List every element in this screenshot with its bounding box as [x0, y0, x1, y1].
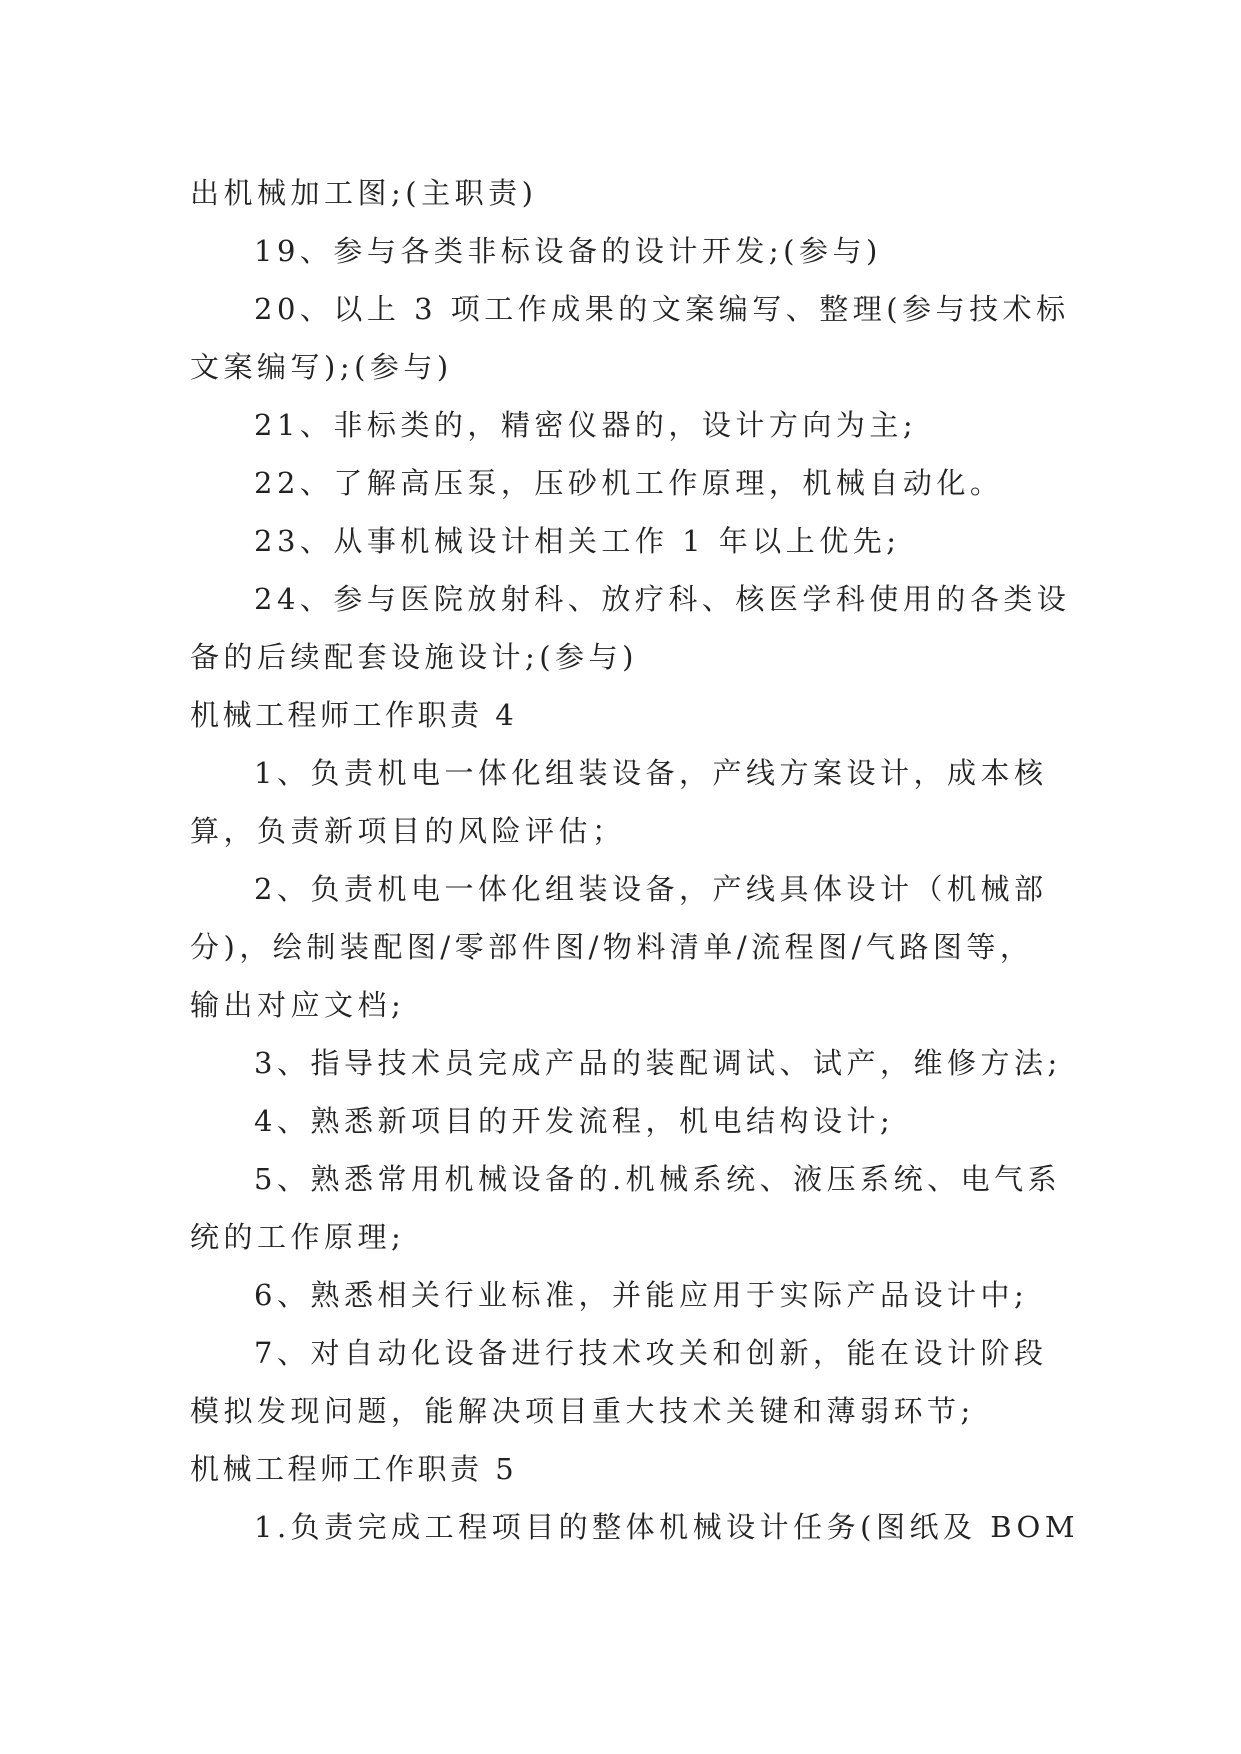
text-line: 24、参与医院放射科、放疗科、核医学科使用的各类设 — [254, 582, 1071, 616]
text-line: 文案编写);(参与) — [190, 350, 453, 384]
text-line: 备的后续配套设施设计;(参与) — [190, 640, 638, 674]
document-body — [190, 164, 1080, 1556]
text-line: 20、以上 3 项工作成果的文案编写、整理(参与技术标 — [254, 292, 1070, 326]
text-line: 算，负责新项目的风险评估； — [190, 814, 626, 848]
text-line: 模拟发现问题，能解决项目重大技术关键和薄弱环节; — [190, 1394, 975, 1428]
text-line: 21、非标类的，精密仪器的，设计方向为主; — [254, 408, 918, 442]
text-line: 5、熟悉常用机械设备的.机械系统、液压系统、电气系 — [254, 1162, 1062, 1196]
text-line: 19、参与各类非标设备的设计开发;(参与) — [254, 234, 882, 268]
text-line: 2、负责机电一体化组装设备，产线具体设计（机械部 — [254, 872, 1048, 906]
text-line: 1.负责完成工程项目的整体机械设计任务(图纸及 BOM — [254, 1510, 1080, 1544]
section-heading: 机械工程师工作职责 4 — [190, 698, 518, 732]
text-line: 22、了解高压泵，压砂机工作原理，机械自动化。 — [254, 466, 1004, 500]
text-line: 6、熟悉相关行业标准，并能应用于实际产品设计中; — [254, 1278, 1029, 1312]
text-line: 3、指导技术员完成产品的装配调试、试产，维修方法; — [254, 1046, 1062, 1080]
text-line: 统的工作原理; — [190, 1220, 406, 1254]
text-line: 1、负责机电一体化组装设备，产线方案设计，成本核 — [254, 756, 1048, 790]
text-line: 7、对自动化设备进行技术攻关和创新，能在设计阶段 — [254, 1336, 1048, 1370]
text-line: 4、熟悉新项目的开发流程，机电结构设计; — [254, 1104, 895, 1138]
text-line: 分)，绘制装配图/零部件图/物料清单/流程图/气路图等， — [190, 930, 1034, 964]
text-line: 输出对应文档; — [190, 988, 406, 1022]
section-heading: 机械工程师工作职责 5 — [190, 1452, 518, 1486]
text-line: 出机械加工图;(主职责) — [190, 176, 538, 210]
text-line: 23、从事机械设计相关工作 1 年以上优先; — [254, 524, 901, 558]
